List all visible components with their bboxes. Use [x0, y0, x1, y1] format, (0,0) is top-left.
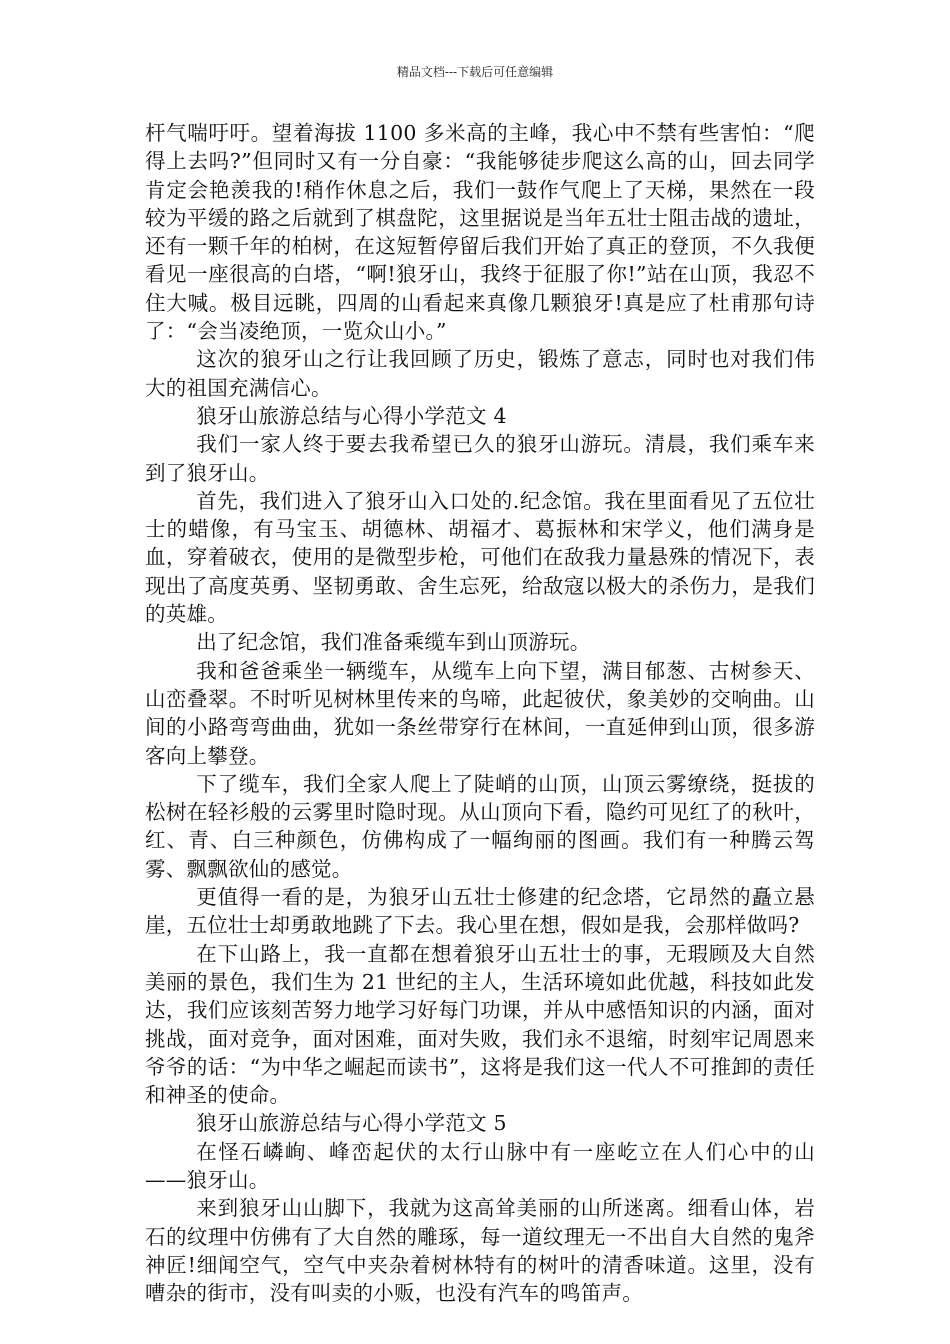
paragraph: 来到狼牙山山脚下，我就为这高耸美丽的山所迷离。细看山体，岩石的纹理中仿佛有了大自然的雕琢，每一道纹理无一不出自大自然的鬼斧神匠!细闻空气，空气中夹杂着树林特有的树叶的清香味道。这里，没有嘈杂的街市，没有叫卖的小贩，也没有汽车的鸣笛声。 — [145, 1196, 815, 1306]
paragraph-continuation: 杆气喘吁吁。望着海拔 1100 多米高的主峰，我心中不禁有些害怕：“爬得上去吗?”但同时又有一分自豪：“我能够徒步爬这么高的山，回去同学肯定会艳羡我的!稍作休息之后，我们一鼓作气爬上了天梯，果然在一段较为平缓的路之后就到了棋盘陀，这里据说是当年五壮士阻击战的遗址，还有一颗千年的柏树，在这短暂停留后我们开始了真正的登顶，不久我便看见一座很高的白塔，“啊!狼牙山，我终于征服了你!”站在山顶，我忍不住大喊。极目远眺，四周的山看起来真像几颗狼牙!真是应了杜甫那句诗了：“会当凌绝顶，一览众山小。” — [145, 121, 815, 344]
paragraph: 我们一家人终于要去我希望已久的狼牙山游玩。清晨，我们乘车来到了狼牙山。 — [145, 432, 815, 485]
paragraph: 更值得一看的是，为狼牙山五壮士修建的纪念塔，它昂然的矗立悬崖，五位壮士却勇敢地跳了下去。我心里在想，假如是我，会那样做吗? — [145, 885, 815, 938]
section-heading: 狼牙山旅游总结与心得小学范文 5 — [196, 1111, 507, 1136]
paragraph: 出了纪念馆，我们准备乘缆车到山顶游玩。 — [196, 630, 591, 655]
page-header: 精品文档---下载后可任意编辑 — [396, 65, 554, 79]
section-heading: 狼牙山旅游总结与心得小学范文 4 — [196, 403, 507, 428]
paragraph: 这次的狼牙山之行让我回顾了历史，锻炼了意志，同时也对我们伟大的祖国充满信心。 — [145, 347, 815, 400]
paragraph: 下了缆车，我们全家人爬上了陡峭的山顶，山顶云雾缭绕，挺拔的松树在轻衫般的云雾里时隐时现。从山顶向下看，隐约可见红了的秋叶，红、青、白三种颜色，仿佛构成了一幅绚丽的图画。我们有一种腾云驾雾、飘飘欲仙的感觉。 — [145, 771, 815, 881]
paragraph: 在下山路上，我一直都在想着狼牙山五壮士的事，无瑕顾及大自然美丽的景色，我们生为 21 世纪的主人，生活环境如此优越，科技如此发达，我们应该刻苦努力地学习好每门功课，并从中感悟知识的内涵，面对挑战，面对竞争，面对困难，面对失败，我们永不退缩，时刻牢记周恩来爷爷的话：“为中华之崛起而读书”，这将是我们这一代人不可推卸的责任和神圣的使命。 — [145, 941, 815, 1108]
paragraph: 我和爸爸乘坐一辆缆车，从缆车上向下望，满目郁葱、古树参天、山峦叠翠。不时听见树林里传来的鸟啼，此起彼伏，象美妙的交响曲。山间的小路弯弯曲曲，犹如一条丝带穿行在林间，一直延伸到山顶，很多游客向上攀登。 — [145, 658, 815, 768]
paragraph: 在怪石嶙峋、峰峦起伏的太行山脉中有一座屹立在人们心中的山——狼牙山。 — [145, 1139, 815, 1192]
paragraph: 首先，我们进入了狼牙山入口处的.纪念馆。我在里面看见了五位壮士的蜡像，有马宝玉、胡德林、胡福才、葛振林和宋学义，他们满身是血，穿着破衣，使用的是微型步枪，可他们在敌我力量悬殊的情况下，表现出了高度英勇、坚韧勇敢、舍生忘死，给敌寇以极大的杀伤力，是我们的英雄。 — [145, 488, 815, 627]
document-body — [145, 119, 815, 1307]
